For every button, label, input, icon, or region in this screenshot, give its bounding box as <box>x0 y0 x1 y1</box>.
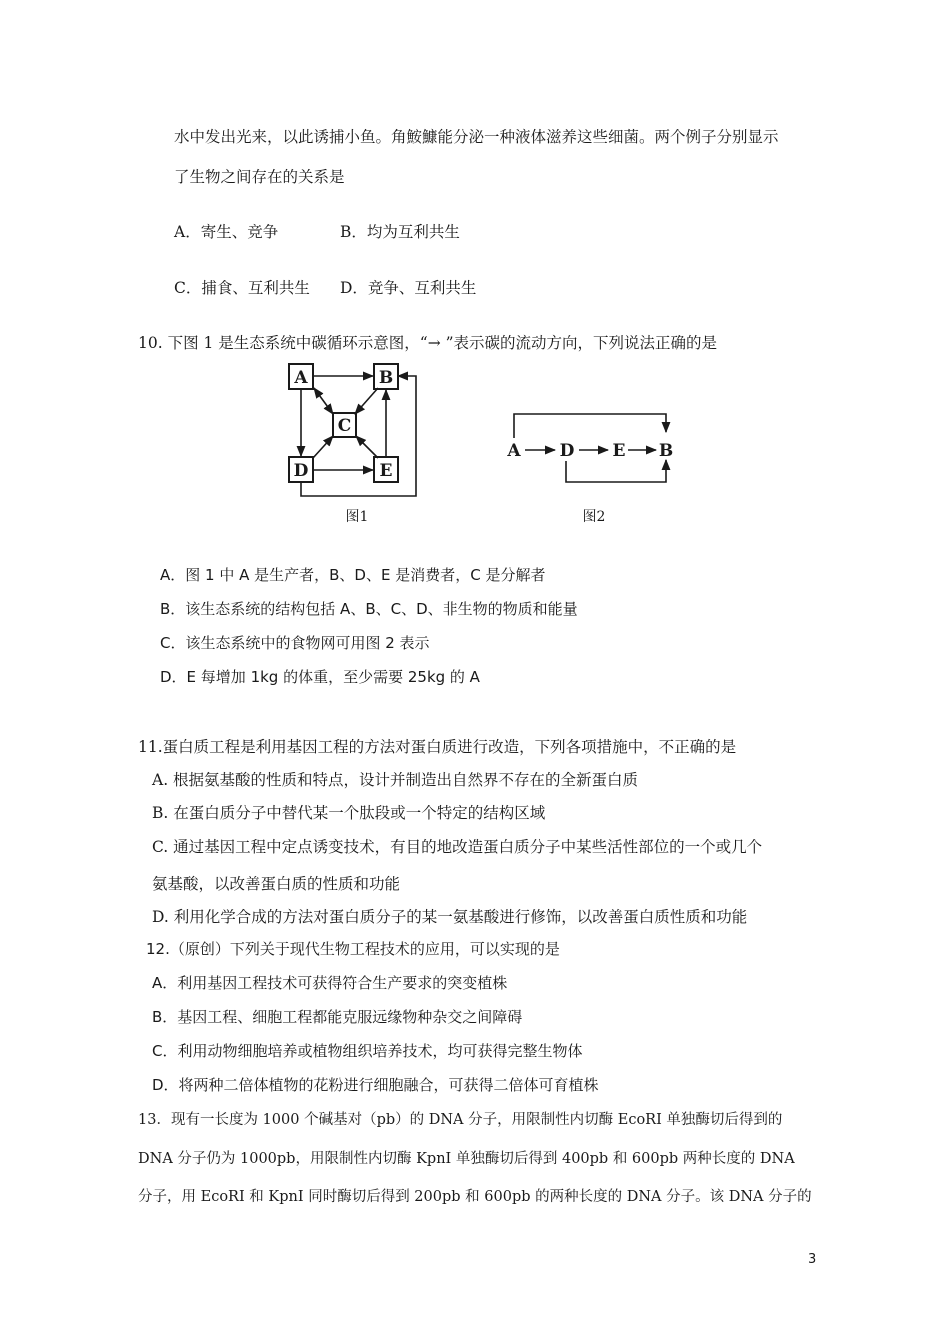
fig1-caption: 图1 <box>345 509 369 525</box>
fig2-node-b: B <box>658 441 674 461</box>
q13-line-2: DNA 分子仍为 1000pb，用限制性内切酶 KpnI 单独酶切后得到 400pb 和 600pb 两种长度的 DNA <box>138 1151 795 1167</box>
fig2-node-a: A <box>507 441 521 461</box>
q11-option-c: C. 通过基因工程中定点诱变技术，有目的地改造蛋白质分子中某些活性部位的一个或几个 <box>152 838 763 856</box>
fig1-node-b: B <box>378 368 394 388</box>
q13-line-1: 13．现有一长度为 1000 个碱基对（pb）的 DNA 分子，用限制性内切酶 EcoRI 单独酶切后得到的 <box>138 1112 783 1128</box>
q11-stem: 11.蛋白质工程是利用基因工程的方法对蛋白质进行改造，下列各项措施中，不正确的是 <box>138 738 737 756</box>
q12-option-c: C．利用动物细胞培养或植物组织培养技术，均可获得完整生物体 <box>152 1042 583 1060</box>
q11-option-c-cont: 氨基酸，以改善蛋白质的性质和功能 <box>152 875 401 893</box>
figure-2 <box>514 414 666 482</box>
q9-line-1: 水中发出光来，以此诱捕小鱼。角鮟鱇能分泌一种液体滋养这些细菌。两个例子分别显示 <box>174 128 779 146</box>
q10-option-c: C．该生态系统中的食物网可用图 2 表示 <box>160 634 430 652</box>
fig2-node-d: D <box>559 441 575 461</box>
carbon-cycle-figures <box>0 360 950 535</box>
q10-option-b: B．该生态系统的结构包括 A、B、C、D、非生物的物质和能量 <box>160 600 578 618</box>
q9-option-a: A．寄生、竞争 <box>174 223 279 241</box>
q12-stem: 12.（原创）下列关于现代生物工程技术的应用，可以实现的是 <box>146 940 560 958</box>
fig2-node-e: E <box>612 441 626 461</box>
q11-option-d: D. 利用化学合成的方法对蛋白质分子的某一氨基酸进行修饰，以改善蛋白质性质和功能 <box>152 908 748 926</box>
q13-line-3: 分子，用 EcoRI 和 KpnI 同时酶切后得到 200pb 和 600pb 的两种长度的 DNA 分子。该 DNA 分子的 <box>138 1189 812 1205</box>
fig2-caption: 图2 <box>582 509 606 525</box>
q12-option-a: A．利用基因工程技术可获得符合生产要求的突变植株 <box>152 974 508 992</box>
q9-line-2: 了生物之间存在的关系是 <box>174 168 345 186</box>
q12-option-b: B．基因工程、细胞工程都能克服远缘物种杂交之间障碍 <box>152 1008 523 1026</box>
q12-option-d: D．将两种二倍体植物的花粉进行细胞融合，可获得二倍体可育植株 <box>152 1076 599 1094</box>
fig1-node-c: C <box>337 416 352 436</box>
fig1-node-e: E <box>379 461 393 481</box>
q9-option-d: D．竞争、互利共生 <box>340 279 477 297</box>
q9-option-b: B．均为互利共生 <box>340 223 460 241</box>
q10-option-a: A．图 1 中 A 是生产者，B、D、E 是消费者，C 是分解者 <box>160 566 546 584</box>
q10-stem: 10. 下图 1 是生态系统中碳循环示意图，“→ ”表示碳的流动方向，下列说法正确的是 <box>138 334 718 352</box>
q11-option-a: A. 根据氨基酸的性质和特点，设计并制造出自然界不存在的全新蛋白质 <box>152 771 639 789</box>
fig1-node-a: A <box>294 368 308 388</box>
q10-option-d: D．E 每增加 1kg 的体重，至少需要 25kg 的 A <box>160 668 480 686</box>
q11-option-b: B. 在蛋白质分子中替代某一个肽段或一个特定的结构区域 <box>152 804 546 822</box>
page-number: 3 <box>808 1252 817 1267</box>
q9-option-c: C．捕食、互利共生 <box>174 279 310 297</box>
fig1-node-d: D <box>293 461 309 481</box>
